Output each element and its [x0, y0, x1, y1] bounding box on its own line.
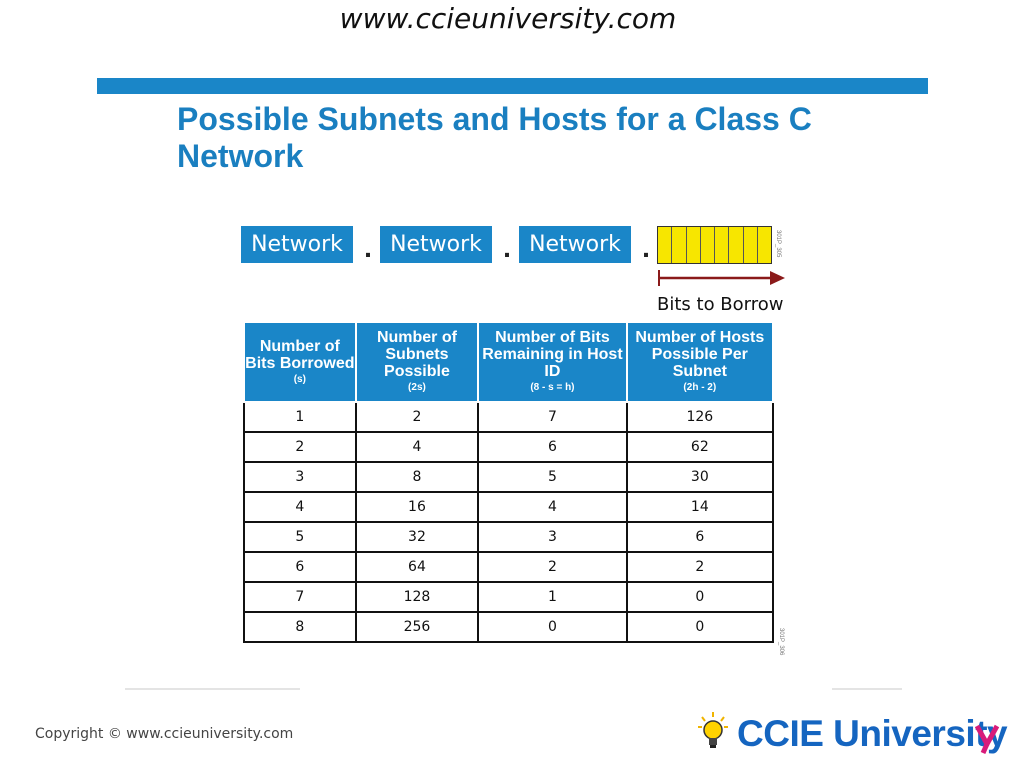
- table-row: [244, 522, 773, 552]
- column-header-formula: (8 - s = h): [530, 382, 575, 393]
- table-cell: 5: [244, 522, 356, 552]
- octet-separator: .: [364, 232, 372, 263]
- host-bit-cell: [758, 227, 771, 263]
- table-cell: 0: [627, 612, 773, 642]
- site-url: www.ccieuniversity.com: [339, 2, 677, 35]
- table-cell: 8: [356, 462, 479, 492]
- octet-separator: .: [642, 232, 650, 263]
- host-bit-cell: [701, 227, 715, 263]
- table-cell: 14: [627, 492, 773, 522]
- table-cell: 32: [356, 522, 479, 552]
- figure-code: 301P_305: [775, 230, 781, 258]
- copyright-text: Copyright © www.ccieuniversity.com: [35, 726, 294, 742]
- column-header: [356, 322, 479, 402]
- network-octet-1: Network: [241, 226, 353, 263]
- subnet-table: [243, 321, 774, 643]
- lightbulb-icon: [697, 710, 737, 758]
- figure-code: 301P_306: [778, 628, 784, 656]
- table-cell: 0: [478, 612, 626, 642]
- table-row: [244, 612, 773, 642]
- ccie-university-logo: [697, 710, 1007, 758]
- table-row: [244, 432, 773, 462]
- bits-to-borrow-label: Bits to Borrow: [657, 294, 784, 315]
- table-cell: 6: [478, 432, 626, 462]
- column-header-label: Number of Bits Remaining in Host ID: [482, 329, 623, 380]
- table-cell: 3: [478, 522, 626, 552]
- logo-text: CCIE University: [737, 713, 1008, 754]
- host-bit-cell: [687, 227, 701, 263]
- table-cell: 5: [478, 462, 626, 492]
- host-bit-cell: [729, 227, 743, 263]
- column-header-formula: (2h - 2): [683, 382, 717, 393]
- table-cell: 2: [627, 552, 773, 582]
- network-octet-2: Network: [380, 226, 492, 263]
- slide-title: Possible Subnets and Hosts for a Class C Network: [177, 101, 812, 174]
- host-bit-cell: [715, 227, 729, 263]
- table-cell: 30: [627, 462, 773, 492]
- divider: [125, 688, 300, 690]
- table-cell: 4: [356, 432, 479, 462]
- logo-swoosh: [975, 724, 1001, 754]
- slide-top-bar: [97, 78, 928, 94]
- table-row: [244, 462, 773, 492]
- table-body: [244, 402, 773, 642]
- column-header-label: Number of Subnets Possible: [376, 329, 457, 380]
- table-cell: 1: [478, 582, 626, 612]
- table-row: [244, 492, 773, 522]
- table-cell: 126: [627, 402, 773, 432]
- table-row: [244, 552, 773, 582]
- column-header-label: Number of Bits Borrowed: [245, 337, 355, 372]
- table-row: [244, 582, 773, 612]
- table-cell: 3: [244, 462, 356, 492]
- table-cell: 256: [356, 612, 479, 642]
- table-cell: 7: [244, 582, 356, 612]
- table-cell: 2: [356, 402, 479, 432]
- table-cell: 2: [478, 552, 626, 582]
- octet-separator: .: [503, 232, 511, 263]
- column-header-formula: (2s): [408, 382, 426, 393]
- table-cell: 62: [627, 432, 773, 462]
- divider: [832, 688, 902, 690]
- host-bits-octet: [657, 226, 772, 264]
- table-cell: 8: [244, 612, 356, 642]
- table-cell: 2: [244, 432, 356, 462]
- table-header-row: [244, 322, 773, 402]
- column-header-label: Number of Hosts Possible Per Subnet: [635, 329, 765, 380]
- host-bit-cell: [744, 227, 758, 263]
- table-cell: 6: [244, 552, 356, 582]
- table-cell: 6: [627, 522, 773, 552]
- column-header: [627, 322, 773, 402]
- table-cell: 4: [478, 492, 626, 522]
- column-header: [478, 322, 626, 402]
- column-header: [244, 322, 356, 402]
- host-bit-cell: [658, 227, 672, 263]
- table-row: [244, 402, 773, 432]
- network-octet-3: Network: [519, 226, 631, 263]
- table-cell: 1: [244, 402, 356, 432]
- table-cell: 128: [356, 582, 479, 612]
- column-header-formula: (s): [293, 373, 306, 385]
- table-cell: 7: [478, 402, 626, 432]
- table-cell: 4: [244, 492, 356, 522]
- table-cell: 16: [356, 492, 479, 522]
- table-cell: 64: [356, 552, 479, 582]
- host-bit-cell: [672, 227, 686, 263]
- right-arrow-icon: [658, 267, 786, 289]
- table-cell: 0: [627, 582, 773, 612]
